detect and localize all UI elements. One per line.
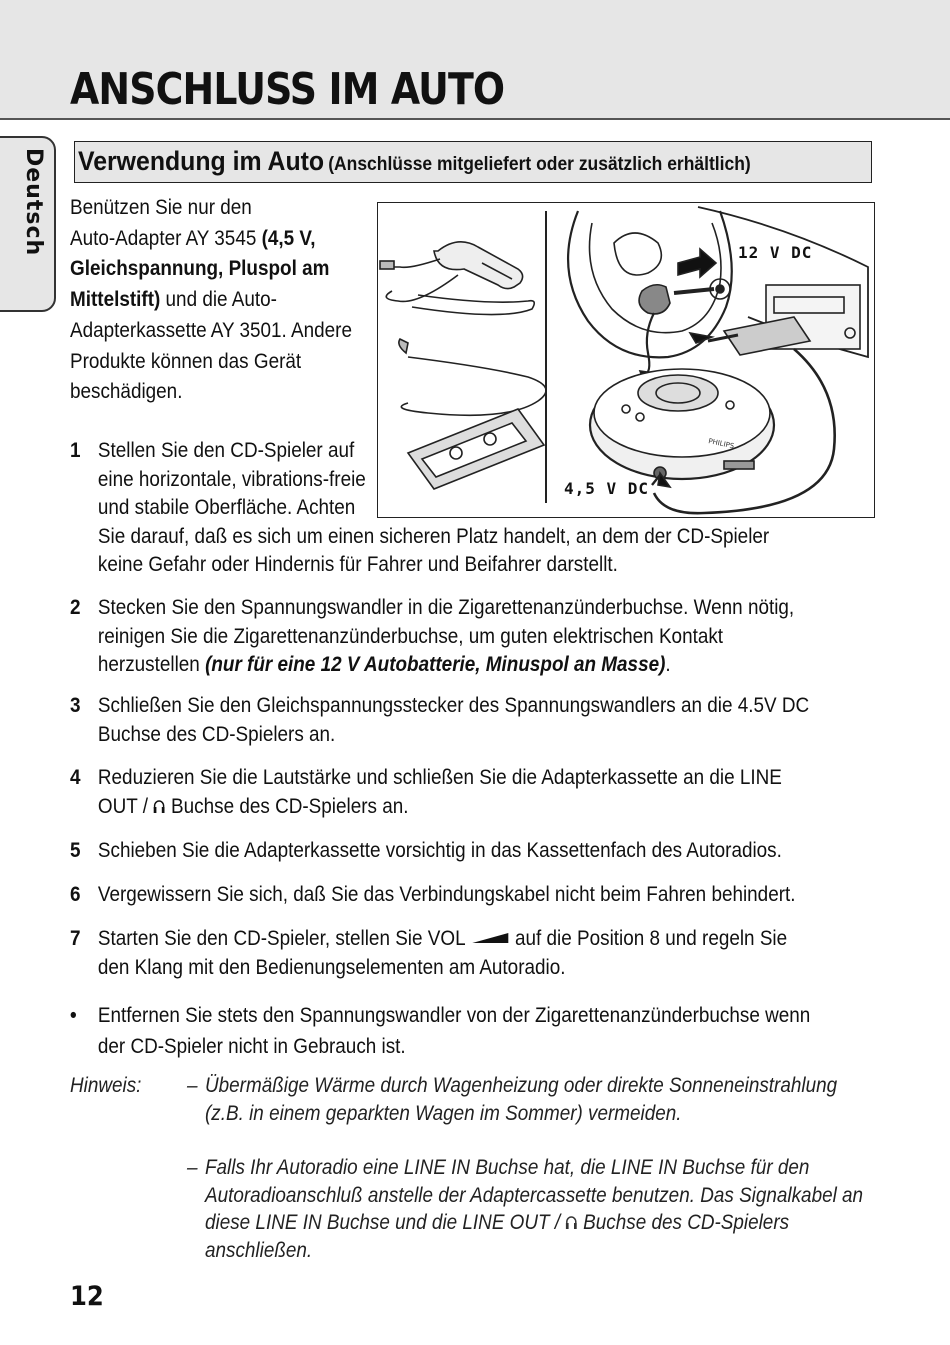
note-item xyxy=(187,1154,871,1264)
step-emphasis: (nur für eine 12 V Autobatterie, Minuspol an Masse) xyxy=(205,653,666,676)
step-3 xyxy=(70,692,817,749)
step-text-body: Reduzieren Sie die Lautstärke und schließen Sie die Adapterkassette an die LINE OUT / xyxy=(97,766,782,818)
step-text-tail: Buchse des CD-Spielers an. xyxy=(165,794,409,818)
step-number: 7 xyxy=(70,927,81,950)
intro-line: beschädigen. xyxy=(70,380,183,404)
section-subtitle: (Anschlüsse mitgeliefert oder zusätzlich erhältlich) xyxy=(328,154,751,175)
step-number: 2 xyxy=(70,596,81,619)
step-text: Schieben Sie die Adapterkassette vorsichtig in das Kassettenfach des Autoradios. xyxy=(97,839,782,862)
intro-line: Auto-Adapter AY 3545 xyxy=(70,226,262,250)
intro-line: Produkte können das Gerät xyxy=(70,349,302,373)
note-text-tail: Buchse des CD-Spielers anschließen. xyxy=(205,1211,790,1262)
note-dash: – xyxy=(187,1074,198,1097)
note-dash: – xyxy=(187,1156,198,1179)
step-4 xyxy=(70,764,817,821)
step-text: Vergewissern Sie sich, daß Sie das Verbindungskabel nicht beim Fahren behindert. xyxy=(97,883,796,906)
note-text: Übermäßige Wärme durch Wagenheizung oder direkte Sonneneinstrahlung (z.B. in einem geparkten Wagen im Sommer) vermeiden. xyxy=(205,1074,838,1125)
label-4-5v-dc: 4,5 V DC xyxy=(564,479,650,498)
step-7 xyxy=(70,925,817,982)
step-text: Entfernen Sie stets den Spannungswandler von der Zigarettenanzünderbuchse wenn der CD-Spieler nicht in Gebrauch ist. xyxy=(97,1004,811,1058)
page-number: 12 xyxy=(70,1281,104,1312)
step-text xyxy=(98,764,817,821)
note-text xyxy=(205,1154,871,1264)
step-text-body: Starten Sie den CD-Spieler, stellen Sie VOL xyxy=(97,927,471,950)
step-6 xyxy=(70,881,817,910)
note-text-body: Falls Ihr Autoradio eine LINE IN Buchse hat, die LINE IN Buchse für den Autoradioanschluß anstelle der Adaptercassette benutzen. Das Signalkabel an diese LINE IN Buchse und die LINE OUT / xyxy=(205,1156,864,1234)
intro-spec: Mittelstift) xyxy=(70,288,161,312)
step-text-tail: . xyxy=(665,653,671,676)
label-12v-dc: 12 V DC xyxy=(738,243,813,262)
note-label: Hinweis: xyxy=(70,1074,142,1097)
step-2 xyxy=(70,594,817,680)
step-text-body: Stecken Sie den Spannungswandler in die Zigarettenanzünderbuchse. Wenn nötig, reinigen Sie die Zigarettenanzünderbuchse, um guten elektrischen Kontakt herzustellen xyxy=(97,596,795,676)
step-number: 6 xyxy=(70,883,81,906)
step-text xyxy=(98,925,817,982)
step-text-line: eine horizontale, vibrations-freie xyxy=(97,467,366,491)
step-number: 3 xyxy=(70,694,81,717)
step-text-line: Stellen Sie den CD-Spieler auf xyxy=(97,439,355,462)
intro-spec: Gleichspannung, Pluspol am xyxy=(70,257,330,281)
step-text-tail: auf die Position 8 und regeln Sie den Klang mit den Bedienungselementen am Autoradio. xyxy=(97,927,788,979)
headphones-icon xyxy=(153,798,166,814)
page-title: ANSCHLUSS IM AUTO xyxy=(70,64,505,115)
language-tab-label: Deutsch xyxy=(21,148,46,257)
step-text-line: und stabile Oberfläche. Achten xyxy=(97,496,356,519)
intro-line: Adapterkassette AY 3501. Andere xyxy=(70,318,352,342)
step-text: Schließen Sie den Gleichspannungsstecker des Spannungswandlers an die 4.5V DC Buchse des CD-Spielers an. xyxy=(97,694,810,746)
intro-paragraph xyxy=(70,193,358,408)
note-item xyxy=(187,1072,871,1127)
headphones-icon xyxy=(565,1214,578,1230)
volume-wedge-icon xyxy=(470,932,510,944)
intro-spec: (4,5 V, xyxy=(261,226,316,250)
step-text xyxy=(98,437,817,580)
bullet-marker: • xyxy=(70,1004,77,1027)
step-number: 1 xyxy=(70,439,81,462)
step-number: 4 xyxy=(70,766,81,789)
step-1 xyxy=(70,437,817,580)
step-text xyxy=(98,594,817,680)
step-text-line: Sie darauf, daß es sich um einen sicheren Platz handelt, an dem der CD-Spieler keine Gefahr oder Hindernis für Fahrer und Beifahrer darstellt. xyxy=(97,524,770,576)
step-5 xyxy=(70,837,817,866)
step-bullet xyxy=(70,1000,817,1062)
player-brand-text: PHILIPS xyxy=(707,437,735,451)
step-number: 5 xyxy=(70,839,81,862)
section-heading xyxy=(78,146,751,177)
intro-line: und die Auto- xyxy=(160,288,277,312)
intro-line: Benützen Sie nur den xyxy=(70,196,252,219)
section-title: Verwendung im Auto xyxy=(78,146,325,176)
